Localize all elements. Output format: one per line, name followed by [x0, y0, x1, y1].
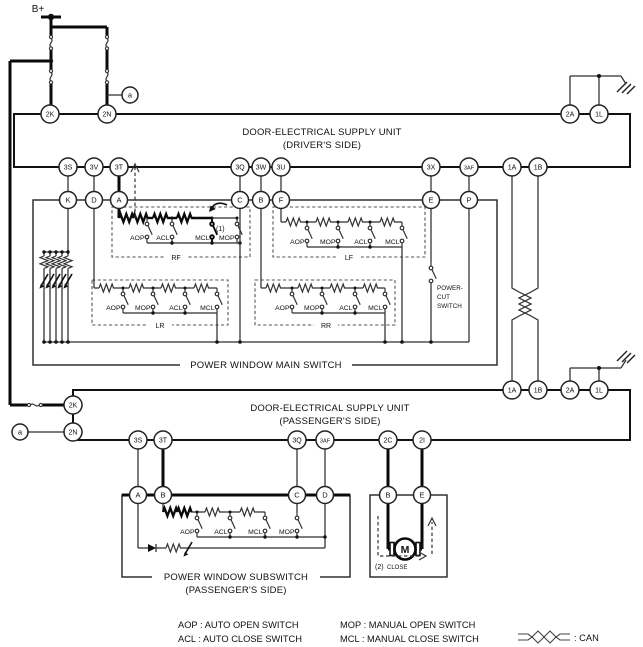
svg-text:E: E: [428, 195, 434, 205]
main-switch-label: POWER WINDOW MAIN SWITCH: [190, 360, 342, 371]
svg-text:MCL: MCL: [195, 235, 210, 242]
fuse-icon: [27, 403, 42, 406]
svg-text:2N: 2N: [102, 111, 112, 119]
illumination-arrow-icon: [183, 542, 192, 557]
svg-text:2K: 2K: [68, 402, 78, 410]
svg-text:2C: 2C: [383, 437, 393, 445]
svg-text:3Q: 3Q: [292, 437, 302, 445]
svg-text:AOP: AOP: [106, 305, 121, 312]
can-legend-symbol-icon: [518, 631, 570, 643]
subswitch-label-line1: POWER WINDOW SUBSWITCH: [163, 572, 309, 583]
connector-1l-passenger: [590, 381, 608, 399]
connector-1b-driver: [529, 158, 547, 176]
svg-text:3S: 3S: [63, 164, 73, 172]
svg-text:a: a: [127, 90, 133, 100]
connector-a-top: [122, 87, 138, 103]
svg-text:D: D: [322, 490, 328, 500]
svg-text:MOP: MOP: [304, 305, 320, 312]
connector-3t-passenger: [154, 431, 172, 449]
svg-text:C: C: [294, 490, 300, 500]
connector-3q-passenger: [288, 431, 306, 449]
svg-text:A: A: [116, 195, 122, 205]
svg-text:MCL: MCL: [368, 305, 383, 312]
svg-text:A: A: [135, 490, 141, 500]
svg-text:MCL: MCL: [248, 529, 263, 536]
svg-text:ACL: ACL: [214, 529, 228, 536]
svg-text:1L: 1L: [595, 111, 603, 119]
svg-text:a: a: [17, 427, 23, 437]
rf-group-label: RF: [171, 255, 181, 262]
svg-text:2I: 2I: [419, 437, 425, 445]
connector-1l-driver: [590, 105, 608, 123]
svg-text:AOP: AOP: [275, 305, 290, 312]
power-cut-switch: [429, 209, 463, 343]
driver-to-mainswitch-wires: [68, 176, 469, 192]
driver-unit-title-line1: DOOR-ELECTRICAL SUPPLY UNIT: [242, 127, 402, 138]
passenger-unit-title-line2: (PASSENGER'S SIDE): [279, 416, 381, 427]
svg-text:AOP: AOP: [130, 235, 145, 242]
ground-symbol-bottom: [570, 351, 635, 381]
passenger-to-subswitch-wires: [138, 449, 325, 487]
connector-3af-passenger: [316, 431, 334, 449]
connector-3s-passenger: [129, 431, 147, 449]
svg-text:MOP: MOP: [219, 235, 235, 242]
connector-2n-passenger: [64, 423, 82, 441]
connector-1b-passenger: [529, 381, 547, 399]
svg-text:1A: 1A: [507, 387, 517, 395]
lf-group-label: LF: [344, 255, 354, 262]
connector-2c-passenger: [379, 431, 397, 449]
note2-label: (2): [375, 564, 384, 571]
connector-2n-driver: [98, 105, 116, 123]
svg-text:1B: 1B: [533, 164, 543, 172]
note2-close-label: CLOSE: [387, 565, 408, 571]
svg-text:SWITCH: SWITCH: [437, 303, 462, 310]
svg-text:ACL: ACL: [339, 305, 353, 312]
svg-text:2A: 2A: [565, 387, 575, 395]
svg-text:MOP: MOP: [279, 529, 295, 536]
svg-text:ACL: ACL: [354, 239, 368, 246]
rf-switch-group: [112, 207, 250, 262]
svg-text:B: B: [385, 490, 391, 500]
svg-text:MCL: MCL: [385, 239, 400, 246]
main-switch-ground-bus: [42, 209, 469, 344]
svg-text:1A: 1A: [507, 164, 517, 172]
svg-text:P: P: [466, 195, 472, 205]
connector-1a-passenger: [503, 381, 521, 399]
svg-text:MCL : MANUAL CLOSE SWITCH: MCL : MANUAL CLOSE SWITCH: [340, 634, 479, 644]
svg-text:K: K: [65, 195, 71, 205]
rr-switch-group: [255, 209, 395, 343]
main-switch-box: [33, 200, 497, 365]
legend: [178, 620, 599, 644]
svg-text:3T: 3T: [158, 437, 168, 445]
diode-icon: [148, 544, 156, 552]
connector-3x-driver: [422, 158, 440, 176]
connector-b-subswitch: [155, 487, 172, 504]
connector-3w-driver: [252, 158, 270, 176]
driver-unit-title-line2: (DRIVER'S SIDE): [282, 140, 362, 151]
motor-feed-wires: [163, 449, 422, 487]
svg-text:3T: 3T: [114, 164, 124, 172]
svg-text:MCL: MCL: [200, 305, 215, 312]
connector-3s-driver: [59, 158, 77, 176]
svg-text:ACL: ACL: [169, 305, 183, 312]
connector-2k-driver: [41, 105, 59, 123]
svg-text:B: B: [160, 490, 166, 500]
b-plus-label: B+: [31, 4, 45, 15]
connector-a-bottom: [12, 424, 28, 440]
svg-text:3U: 3U: [276, 164, 286, 172]
connector-c-subswitch: [289, 487, 306, 504]
connector-c-mainswitch: [232, 192, 249, 209]
svg-text:3V: 3V: [89, 164, 99, 172]
svg-text:B: B: [258, 195, 264, 205]
svg-text:3W: 3W: [255, 164, 267, 172]
connector-k-mainswitch: [60, 192, 77, 209]
connector-e-mainswitch: [423, 192, 440, 209]
subswitch-label-line2: (PASSENGER'S SIDE): [185, 585, 287, 596]
passenger-supply-unit-box: [73, 387, 630, 440]
rr-group-label: RR: [320, 323, 332, 330]
svg-text:3AF: 3AF: [463, 165, 475, 172]
ground-symbol-top: [570, 74, 635, 105]
motor-symbol: M: [400, 543, 410, 556]
connector-d-subswitch: [317, 487, 334, 504]
svg-text:3AF: 3AF: [319, 438, 331, 445]
svg-text:3Q: 3Q: [235, 164, 245, 172]
svg-text:3S: 3S: [133, 437, 143, 445]
svg-text:CUT: CUT: [437, 294, 450, 301]
circuit-breaker-icon: [49, 35, 108, 84]
connector-3t-driver: [110, 158, 128, 176]
connector-p-mainswitch: [461, 192, 478, 209]
svg-text:D: D: [91, 195, 97, 205]
svg-text:3X: 3X: [426, 164, 436, 172]
can-label: : CAN: [574, 633, 599, 643]
svg-text:1L: 1L: [595, 387, 603, 395]
svg-text:MOP : MANUAL OPEN SWITCH: MOP : MANUAL OPEN SWITCH: [340, 620, 476, 630]
connector-b-motor: [380, 487, 397, 504]
svg-text:ACL: ACL: [156, 235, 170, 242]
lf-switch-group: [273, 207, 425, 342]
connector-b-mainswitch: [253, 192, 270, 209]
illumination-leds: [39, 209, 72, 343]
connector-2a-passenger: [561, 381, 579, 399]
passenger-unit-title-line1: DOOR-ELECTRICAL SUPPLY UNIT: [250, 403, 410, 414]
svg-text:1B: 1B: [533, 387, 543, 395]
battery-feed: [10, 14, 107, 405]
svg-text:MOP: MOP: [135, 305, 151, 312]
svg-text:ACL : AUTO CLOSE SWITCH: ACL : AUTO CLOSE SWITCH: [178, 634, 302, 644]
connector-f-mainswitch: [273, 192, 290, 209]
connector-1a-driver: [503, 158, 521, 176]
connector-e-motor: [414, 487, 431, 504]
connector-3af-driver: [460, 158, 478, 176]
svg-text:F: F: [278, 195, 284, 205]
svg-text:AOP: AOP: [290, 239, 305, 246]
connector-d-mainswitch: [86, 192, 103, 209]
connector-2k-passenger: [64, 396, 82, 414]
svg-text:POWER-: POWER-: [437, 285, 463, 292]
connector-a-subswitch: [130, 487, 147, 504]
svg-text:2N: 2N: [68, 429, 78, 437]
connector-3q-driver: [231, 158, 249, 176]
note1-label: (1): [216, 226, 225, 233]
svg-text:AOP : AUTO OPEN SWITCH: AOP : AUTO OPEN SWITCH: [178, 620, 299, 630]
subswitch-box: [122, 495, 350, 596]
lr-group-label: LR: [155, 323, 165, 330]
connector-a-mainswitch: [111, 192, 128, 209]
svg-text:E: E: [419, 490, 425, 500]
svg-text:2K: 2K: [45, 111, 55, 119]
connector-2a-driver: [561, 105, 579, 123]
svg-text:2A: 2A: [565, 111, 575, 119]
svg-text:AOP: AOP: [180, 529, 195, 536]
connector-3v-driver: [85, 158, 103, 176]
svg-text:C: C: [237, 195, 243, 205]
svg-text:MOP: MOP: [320, 239, 336, 246]
window-motor: [370, 495, 447, 577]
can-twisted-pair: [512, 176, 538, 381]
connector-3u-driver: [272, 158, 290, 176]
connector-2i-passenger: [413, 431, 431, 449]
